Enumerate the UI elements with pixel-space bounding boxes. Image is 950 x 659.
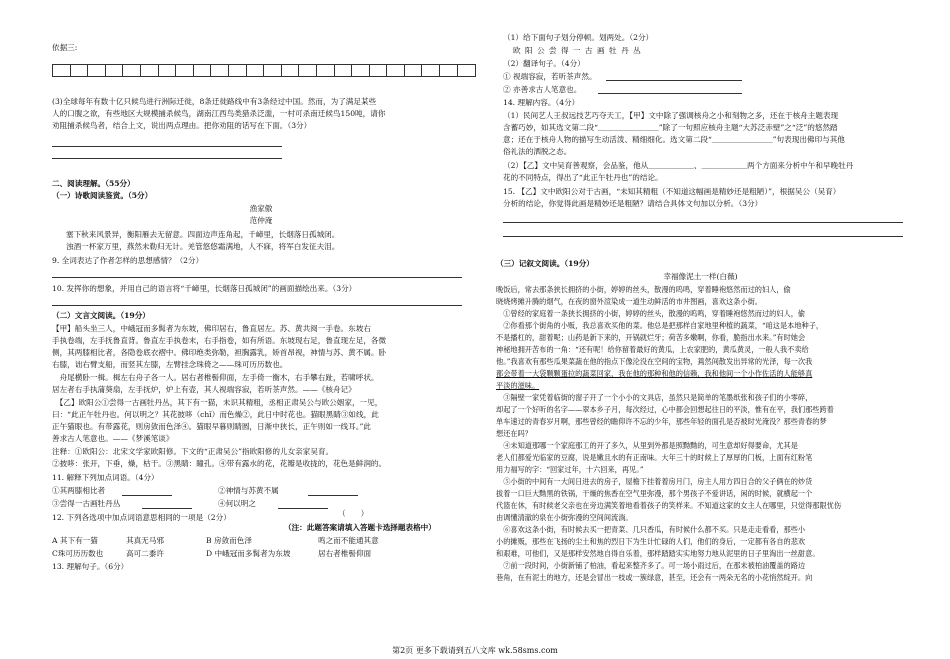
story-line: 平淡的滋味。 bbox=[496, 381, 540, 390]
q3-line-3: 劝阻捕杀候鸟者，结合上文，说出两点理由。把你劝阻的话写在下面。（3分） bbox=[52, 121, 312, 130]
passage-yi-line: 善求古人笔意也。——《梦溪笔谈》 bbox=[52, 434, 174, 443]
answer-line[interactable] bbox=[606, 80, 742, 81]
passage-jia-line: 侧，其两膝相比者，各隐卷底衣褶中。佛印绝类弥勒，袒胸露乳，矫首昂视，神情与苏、黄不属。卧 bbox=[52, 348, 387, 357]
q14-1-line: 含蓄巧妙，如其选文第二段“＿＿＿＿＿＿＿＿”除了一句照应核舟主题“大苏泛赤壁”之“泛”的悠然踏 bbox=[503, 123, 838, 132]
story-line: 想还在吗？ bbox=[496, 429, 532, 438]
q13-2: （2）翻译句子。（4分） bbox=[503, 59, 585, 68]
story-line: 都会带着一大袋颗颗蛋拉的蔬菜回家，我在他的那种和他的信赖，我和他间一个小作佐活的人能够真 bbox=[496, 369, 813, 378]
passage-jia-line: 右膝，诎右臂支船，而竖其左膝，左臂挂念珠倚之——珠可历历数也。 bbox=[52, 360, 288, 369]
question-11: 11. 解释下列加点词语。（4分） bbox=[52, 473, 159, 482]
story-title: 幸福像泥土一样(白薇) bbox=[663, 272, 738, 281]
poem-line-2: 浊酒一杯家万里，燕然未勒归无计。羌管悠悠霜满地，人不寐，将军白发征夫泪。 bbox=[66, 242, 340, 251]
question-14: 14. 理解内容。（4分） bbox=[503, 98, 580, 107]
section-two-heading: 二、阅读理解。（55分） bbox=[52, 179, 135, 188]
q3-line-1: (3)全球每年有数十亿只候鸟进行洲际迁徙，8条迁徙路线中有3条经过中国。然而，为了满足某些 bbox=[52, 97, 377, 106]
q12-option-a: A 其下有一猫 bbox=[52, 536, 98, 545]
q3-line-2: 人的口腹之欲，有些地区大规模捕杀候鸟，湖南江西鸟类猎杀泛滥，一村可杀南迁候鸟150吨，请你 bbox=[52, 109, 386, 118]
story-line: 晚饭后，常去那条狭长拥挤的小街，婷婷的丝头，散漫的呜鸣，穿着睡袍悠然而过的妇人，偷 bbox=[496, 285, 791, 294]
story-line: ②你看那个街角的小贩，我总喜欢买他的菜。他总是把那样自家地里种植的蔬菜，“咱这是本地种子， bbox=[496, 321, 824, 330]
story-line: 不是播杠的，甜着呢；山药是新下来的，开锅就烂牙；荷苦多嫩啊，你看，脆指出水来。”有时她会 bbox=[496, 333, 806, 342]
q12-option-b-pair: 鸣之而不能通其意 bbox=[318, 536, 379, 545]
page-footer: 第2页 更多下载请到五八文库 wk.58sms.com bbox=[392, 646, 558, 655]
q12-option-d-pair: 居右者椎髻仰面 bbox=[318, 549, 372, 558]
answer-line[interactable] bbox=[278, 508, 328, 509]
q11-item-3: ③尝得一古画牡丹丛 bbox=[52, 499, 121, 508]
story-line: 代篮在休，有时候老父亲也在旁边满笑着地看着孩子的笑样来。不知道这家的女主人在哪里，只觉得那限忧伤 bbox=[496, 501, 842, 510]
story-line: 老人们都爱光临家的豆腐，说是嫩且水的有正南味。大年三十的时候上了厚厚的门板，上面有红粉笔 bbox=[496, 453, 813, 462]
q12-option-c-pair: 高可二黍许 bbox=[126, 549, 164, 558]
passage-jia-line: 舟尾横卧一楫。楫左右舟子各一人。居右者椎髻仰面，左手倚一衡木，右手攀右趾，若啸呼状。 bbox=[52, 373, 379, 382]
q14-1-line: 意；还在于核舟人物的描写生动活泼、精细细化。选文第二段“＿＿＿＿＿＿＿＿”句表现出佛印与其他 bbox=[503, 135, 845, 144]
question-10: 10. 发挥你的想象，并用自己的语言将“千嶂里，长烟落日孤城闭”的画面描绘出来。（3分） bbox=[52, 284, 357, 293]
answer-line[interactable] bbox=[142, 508, 192, 509]
story-line: 单车速过的青春岁月啊，那些曾经的瞻仰许不忘的少年，那些年轻的面孔是否被时光淹没？那些青春的梦 bbox=[496, 417, 827, 426]
passage-jia-line: 【甲】船头坐三人，中峨冠而多髯者为东坡，佛印居右，鲁直居左。苏、黄共阅一手卷。东坡右 bbox=[52, 324, 371, 333]
story-line: ⑦前一段时间，小街新铺了柏油，看起来整齐多了。可一场小雨过后，在那未被柏油覆盖的路边 bbox=[496, 561, 806, 570]
answer-line[interactable] bbox=[308, 495, 358, 496]
story-line: 神秘地拥开苦布的一角：“还有呢！给你留着最好的黄瓜，上农家肥的，黄瓜黄灵，一般人我不卖给 bbox=[496, 345, 809, 354]
answer-grid[interactable] bbox=[52, 64, 476, 77]
story-line: 拔着一口巨大黝黑的铁锅，干燥的焦香在空气里弥漫，那个男孩子不爱讲话，闲的时候，就横起一个 bbox=[496, 489, 813, 498]
q15-line: 分析的结论，你觉得此画是精妙还是粗陋？请结合具体文句加以分析。（3分） bbox=[503, 199, 763, 208]
story-line: 和艰难，可他们，又是那样安然地自得自乐着，那样踏踏实实地努力地从泥里的日子里淘出一丝甜意。 bbox=[496, 549, 820, 558]
poem-line-1: 塞下秋来风景异，衡阳雁去无留意。四面边声连角起，千嶂里，长烟落日孤城闭。 bbox=[66, 230, 340, 239]
q13-1-sentence: 欧 阳 公 尝 得 一 古 画 牡 丹 丛 bbox=[513, 46, 642, 55]
story-line: ③隔壁一家凭着临街的窗子开了一个小小的文具店，虽然只是简单的笔墨纸张和孩子们的小零碎， bbox=[496, 393, 813, 402]
q13-2-b: ② 亦善求古人笔意也。 bbox=[503, 85, 582, 94]
story-line: ④未知道那哪一个家庭那工的开了多久，从里到外都是照黝黝的，可生意却好得要命，尤其是 bbox=[496, 441, 798, 450]
q12-option-b: B 房敛而色泽 bbox=[206, 536, 252, 545]
story-line: 晓烧烤摊升腾的烟气，在夜的窗外渲染成一道生动鲜活的市井图画，喜欢这条小街。 bbox=[496, 297, 762, 306]
answer-line[interactable] bbox=[52, 305, 462, 306]
poem-title: 渔家傲 bbox=[249, 204, 273, 213]
passage-jia-line: 居左者右手执蒲葵扇，左手抚炉，炉上有壶，其人视端容寂，若听茶声然。——《核舟记》 bbox=[52, 385, 356, 394]
annotation-line: ②披哆：张开，下垂，燥，枯干。③黑睛：瞳孔。④带有露水的花，花瓣是收拢的，花色是鲜润的。 bbox=[52, 459, 387, 468]
answer-line[interactable] bbox=[52, 277, 462, 278]
story-line: 由调懂清澈的泉在小街弥漫的空间间流淌。 bbox=[496, 513, 633, 522]
q12-option-a-pair: 其真无马邪 bbox=[126, 536, 164, 545]
question-9: 9. 全词表达了作者怎样的思想感情？（2分） bbox=[52, 256, 204, 265]
passage-yi-line: 【乙】欧阳公①尝得一古画牡丹丛，其下有一猫，未识其精粗，丞相正肃吴公与欧公姻家，一见， bbox=[52, 398, 383, 407]
poem-author: 范仲淹 bbox=[249, 216, 273, 225]
story-line: 小的摊贩，那些在飞扬的尘土和焦的烈日下为生计忙碌的人们，他们的身后，一定都有各自的悲欢 bbox=[496, 537, 806, 546]
q14-2-line: 花的不同特点，得出了“此正午牡丹也”的结论。 bbox=[503, 173, 663, 182]
annotation-line: 注释：①欧阳公：北宋文学家欧阳修。下文的“正肃吴公”指欧阳修的儿女亲家吴育。 bbox=[52, 447, 334, 456]
q14-2-line: （2）【乙】文中吴育善观察，会品鉴，他从＿＿＿＿＿＿、＿＿＿＿＿＿两个方面来分析中午和早晚牡丹 bbox=[503, 161, 854, 170]
story-line: ⑥喜欢这条小街，有时候去买一把青菜、几只香瓜，有时候什么都不买。只是走走看看，那些小 bbox=[496, 525, 806, 534]
q11-item-1: ①其两膝相比者 bbox=[52, 486, 106, 495]
basis-three-label: 依据三: bbox=[52, 43, 78, 52]
passage-jia-line: 手执卷端，左手抚鲁直背。鲁直左手执卷末，右手指卷，如有所语。东坡现右足，鲁直现左足，各微 bbox=[52, 336, 387, 345]
story-line: 却起了一个好听的名字——翠本乡子月，每次经过，心中都会回想起往日的平淡，惟有在平，我们那些跨着 bbox=[496, 405, 834, 414]
q12-option-d: D 中峨冠而多髯者为东坡 bbox=[206, 549, 291, 558]
q13-2-a: ① 视端容寂，若听茶声然。 bbox=[503, 72, 597, 81]
answer-line[interactable] bbox=[52, 158, 282, 159]
q14-1-line: （1）民间艺人王叔远技艺巧夺天工，【甲】文中除了强调核舟之小和刻物之多，还在于核舟主题表现 bbox=[503, 111, 839, 120]
story-line: ①曾经的家庭着一条狭长拥挤的小街，婷婷的丝头，散漫的呜鸣，穿着睡袍悠然而过的妇人，偷 bbox=[496, 309, 806, 318]
answer-line[interactable] bbox=[52, 146, 282, 147]
answer-line[interactable] bbox=[503, 222, 903, 223]
story-line: 用力福写的字：“回家过年，十六回来，再见。” bbox=[496, 465, 644, 474]
q12-option-c: C珠可历历数也 bbox=[52, 549, 104, 558]
q13-1: （1）给下面句子划分停顿。划两处。（2分） bbox=[503, 33, 654, 42]
classical-subheading: （二）文言文阅读。（19分） bbox=[52, 311, 150, 320]
passage-yi-line: 正午猫眼也。有带露花，则房敛而色泽④。猫眼早暮则睛圆，日渐中狭长，正午则如一线耳。”此 bbox=[52, 422, 372, 431]
q11-item-4: ④何以明之 bbox=[218, 499, 256, 508]
story-line: ⑤小街的中间有一大间日进去的房子，屋檐下挂着着房月门，房主人用方四日合的父子俩在的炒货 bbox=[496, 477, 813, 486]
q12-answer-paren[interactable]: （ ） bbox=[338, 509, 369, 518]
q12-note: （注：此题答案请填入答题卡选择题表格中） bbox=[284, 523, 436, 532]
poetry-subheading: （一）诗歌阅读鉴赏。（5分） bbox=[52, 191, 153, 200]
q11-item-2: ②神情与苏黄不属 bbox=[218, 486, 279, 495]
question-13: 13. 理解句子。（6分） bbox=[52, 562, 129, 571]
answer-line[interactable] bbox=[122, 495, 172, 496]
story-line: 巷角，在有泥土的地方，还是会冒出一枝或一簇绿意，甚至，还会有一两朵无名的小花悄然绽开。向 bbox=[496, 573, 813, 582]
answer-line[interactable] bbox=[503, 236, 903, 237]
q14-1-line: 俗礼法的洒脱之态。 bbox=[503, 147, 572, 156]
q15-line: 15. 【乙】文中欧阳公对于古画，“未知其精粗（不知道这幅画是精妙还是粗陋）”，根据吴公（吴育） bbox=[503, 187, 841, 196]
passage-yi-line: 曰：“此正午牡丹也。何以明之？其花披哆（chǐ）而色燥②，此日中时花也。猫眼黑睛③如线，此 bbox=[52, 410, 379, 419]
narrative-subheading: （三）记叙文阅读。（19分） bbox=[496, 259, 594, 268]
question-12: 12. 下列各选项中加点词语意思相同的一项是（2分） bbox=[52, 513, 231, 522]
story-line: 他。”我喜欢有那些瓜果菜蔬在他的指点下像沦没在空间的宝物，蔫然间散发出异常的光泽，每一次我 bbox=[496, 357, 813, 366]
answer-line[interactable] bbox=[598, 93, 742, 94]
